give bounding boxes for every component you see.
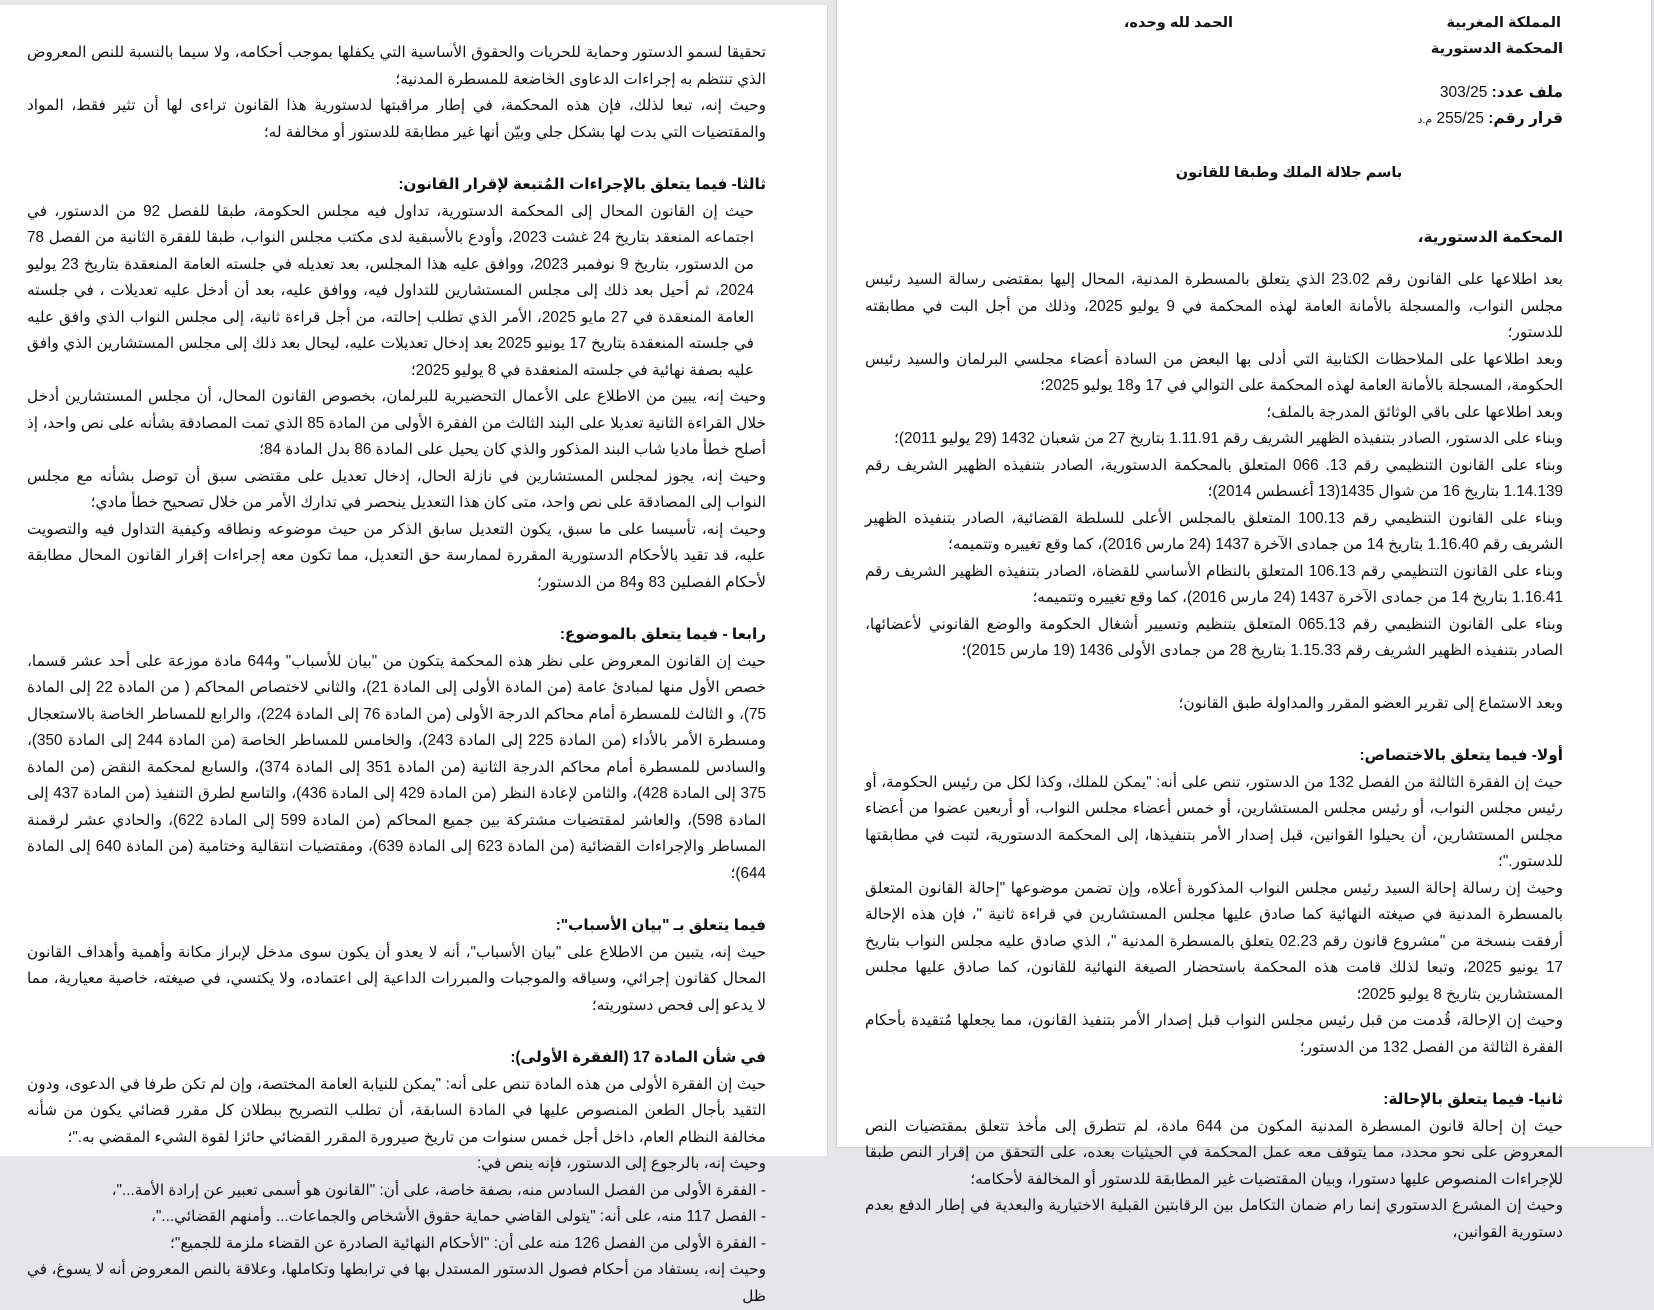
- paragraph: وحيث إن الإحالة، قُدمت من قبل رئيس مجلس النواب قبل إصدار الأمر بتنفيذ القانون، مما يجعلها مُتقيدة بأحكام الفقرة الثالثة من الفصل 132 من الدستور؛: [865, 1012, 1563, 1056]
- decision-number-label: قرار رقم:: [1488, 110, 1563, 127]
- file-number: [1440, 80, 1563, 107]
- paragraph: وحيث إنه، يجوز لمجلس المستشارين في نازلة الحال، إدخال تعديل على مقتضى سبق أن توصل بشأنه مع مجلس النواب إلى المصادقة على نص واحد، متى كان هذا التعديل ينحصر في تدارك الأمر من خلال تصحيح خطأ مادي؛: [27, 467, 766, 511]
- paragraph: تحقيقا لسمو الدستور وحماية للحريات والحقوق الأساسية التي يكفلها بموجب أحكامه، ولا سيما بالنسبة للنص المعروض الذي تنتظم به إجراءات الدعاوى الخاضعة للمسطرة المدنية؛: [27, 44, 766, 88]
- decision-number-suffix: م.د: [1417, 114, 1433, 126]
- paragraph: حيث إن القانون المعروض على نظر هذه المحكمة يتكون من "بيان للأسباب" و644 مادة موزعة على أحد عشر قسما، خصص الأول منها لمبادئ عامة (من المادة الأولى إلى المادة 21)، والثاني لاختصاص المحاكم ( من المادة 22 إلى المادة 75)، و الثالث للمسطرة أمام محاكم الدرجة الأولى (من المادة 76 إلى المادة 224)، والرابع للمساطر الخاصة بالاستعجال ومسطرة الأمر بالأداء (من المادة 225 إلى المادة 243)، والخامس للمساطر الخاصة (من المادة 244 إلى المادة 350)، والسادس للمسطرة أمام محاكم الدرجة الثانية (من المادة 351 إلى المادة 374)، والسابع لمحكمة النقض (من المادة 375 إلى المادة 428)، والثامن لإعادة النظر (من المادة 429 إلى المادة 436)، والتاسع لطرق التنفيذ (من المادة 437 إلى المادة 598)، والعاشر لمقتضيات مشتركة بين جميع المحاكم (من المادة 599 إلى المادة 622)، والحادي عشر لرقمنة المساطر والإجراءات القضائية (من المادة 623 إلى المادة 639)، ومقتضيات انتقالية وختامية (من المادة 640 إلى المادة 644)؛: [27, 652, 767, 882]
- decision-number-value: 255/25: [1436, 110, 1484, 127]
- paragraph: وبعد اطلاعها على الملاحظات الكتابية التي أدلى بها البعض من السادة أعضاء مجلسي البرلمان والسيد رئيس الحكومة، المسجلة بالأمانة العامة لهذه المحكمة على التوالي في 17 و18 يوليو 2025؛: [865, 350, 1563, 394]
- paragraph: وحيث إنه، تبعا لذلك، فإن هذه المحكمة، في إطار مراقبتها لدستورية هذا القانون تراءى لها أن تثير فقط، المواد والمقتضيات التي بدت لها بشكل جلي وبيّن أنها غير مطابقة للدستور أو مخالفة له؛: [27, 97, 766, 141]
- bullet-item: - الفصل 117 منه، على أنه: "يتولى القاضي حماية حقوق الأشخاص والجماعات... وأمنهم القضائي..."،: [151, 1208, 766, 1225]
- paragraph: حيث إن الفقرة الثالثة من الفصل 132 من الدستور، تنص على أنه: "يمكن للملك، وكذا لكل من رئيس الحكومة، أو رئيس مجلس النواب، أو رئيس مجلس المستشارين، أو خمس أعضاء مجلس النواب، أو أربعين عضوا من أعضاء مجلس المستشارين، أن يحيلوا القوانين، قبل إصدار الأمر بتنفيذها، إلى المحكمة الدستورية، لتبت في مطابقتها للدستور."؛: [865, 773, 1563, 870]
- paragraph: حيث إن القانون المحال إلى المحكمة الدستورية، تداول فيه مجلس الحكومة، طبقا للفصل 92 من الدستور، في اجتماعه المنعقد بتاريخ 24 غشت 2023، وأودع بالأسبقية لدى مكتب مجلس النواب، طبقا للفقرة الثانية من الفصل 78 من الدستور، بتاريخ 9 نوفمبر 2023، ووافق عليه هذا المجلس، بعد تعديله في جلسته العامة المنعقدة بتاريخ 23 يوليو 2024، ثم أحيل بعد ذلك إلى مجلس المستشارين للتداول فيه، ووافق عليه، بعد أن أدخل عليه تعديلات ، في جلسته العامة المنعقدة في 27 مايو 2025، الأمر الذي تطلب إحالته، من أجل قراءة ثانية، إلى مجلس النواب الذي وافق عليه في جلسته المنعقدة بتاريخ 17 يونيو 2025 بعد إدخال تعديلات عليه، ليحال بعد ذلك إلى مجلس المستشارين الذي وافق عليه بصفة نهائية في جلسته المنعقدة في 8 يوليو 2025؛: [27, 202, 755, 379]
- paragraph: حيث إنه، يتبين من الاطلاع على "بيان الأسباب"، أنه لا يعدو أن يكون سوى مدخل لإبراز مكانة وأهمية وأهداف القانون المحال كقانون إجرائي، وسياقه والموجبات والمبررات الداعية إلى اعتماده، ولا يكتسي، في صيغته، خاصية معيارية، مما لا يدعو إلى فحص دستوريته؛: [27, 943, 766, 1014]
- court-title: المحكمة الدستورية،: [1417, 228, 1563, 246]
- paragraph: بعد اطلاعها على القانون رقم 23.02 الذي يتعلق بالمسطرة المدنية، المحال إليها بمقتضى رسالة السيد رئيس مجلس النواب، والمسجلة بالأمانة العامة لهذه المحكمة في 9 يوليو 2025، وذلك من أجل البت في مطابقته للدستور؛: [865, 271, 1563, 341]
- section-heading-article-17: في شأن المادة 17 (الفقرة الأولى):: [510, 1049, 766, 1066]
- document-page-right: [836, 0, 1652, 1241]
- paragraph: وحيث إنه، يبين من الاطلاع على الأعمال التحضيرية للبرلمان، بخصوص القانون المحال، أن مجلس المستشارين أدخل خلال القراءة الثانية تعديلا على البند الثالث من الفقرة الأولى من المادة 85 الذي تمت المصادقة بشأنه على نص واحد، إذ أصلح خطأ ماديا شاب البند المذكور والذي كان يحيل على المادة 86 بدل المادة 84؛: [27, 388, 767, 458]
- paragraph: وحيث إن رسالة إحالة السيد رئيس مجلس النواب المذكورة أعلاه، وإن تضمن موضوعها "إحالة القانون المتعلق بالمسطرة المدنية في صيغته النهائية كما صادق عليها مجلس المستشارين في قراءة ثانية "، فإن هذه الإحالة أرفقت بنسخة من "مشروع قانون رقم 02.23 يتعلق بالمسطرة المدنية "، الذي صادق عليه مجلس النواب بتاريخ 17 يونيو 2025، وتبعا لذلك قامت هذه المحكمة باستحضار الصيغة النهائية للقانون، كما صادق عليها مجلس المستشارين بتاريخ 8 يوليو 2025؛: [865, 879, 1564, 1003]
- paragraph: وبناء على القانون التنظيمي رقم 13. 066 المتعلق بالمحكمة الدستورية، الصادر بتنفيذه الظهير الشريف رقم 1.14.139 بتاريخ 16 من شوال 1435(13 أغسطس 2014)؛: [865, 456, 1563, 500]
- section-heading-jurisdiction: أولا- فيما يتعلق بالاختصاص:: [1359, 747, 1563, 764]
- section-heading-statement-of-reasons: فيما يتعلق بـ "بيان الأسباب":: [555, 917, 766, 934]
- section-heading-substance: رابعا - فيما يتعلق بالموضوع:: [559, 626, 766, 643]
- paragraph: وبعد اطلاعها على باقي الوثائق المدرجة بالملف؛: [1266, 403, 1563, 421]
- document-page-left: [0, 5, 828, 1305]
- court-label: المحكمة الدستورية: [1430, 41, 1563, 57]
- paragraph: وحيث إن المشرع الدستوري إنما رام ضمان التكامل بين الرقابتين القبلية الاختيارية والبعدية في إطار الدفع بعدم دستورية القوانين،: [865, 1197, 1563, 1241]
- bullet-item: - الفقرة الأولى من الفصل 126 منه على أن: "الأحكام النهائية الصادرة عن القضاء ملزمة للجميع"؛: [170, 1234, 766, 1252]
- paragraph: وحيث إنه، بالرجوع إلى الدستور، فإنه ينص في:: [477, 1155, 766, 1172]
- paragraph: حيث إن إحالة قانون المسطرة المدنية المكون من 644 مادة، لم تتطرق إلى مأخذ تتعلق بمقتضيات النص المعروض على نحو محدد، مما يتوقف معه عمل المحكمة في الحيثيات بعده، على التحقق من إقرار النص طبقا للإجراءات المنصوص عليها دستورا، وبيان المقتضيات غير المطابقة للدستور أو المخالفة لأحكامه؛: [865, 1117, 1563, 1188]
- paragraph-hearing: وبعد الاستماع إلى تقرير العضو المقرر والمداولة طبق القانون؛: [1178, 694, 1563, 712]
- praise-label: الحمد لله وحده،: [1123, 15, 1233, 31]
- paragraph: حيث إن الفقرة الأولى من هذه المادة تنص على أنه: "يمكن للنيابة العامة المختصة، وإن لم تكن طرفا في الدعوى، ودون التقيد بأجال الطعن المنصوص عليها في المادة السابقة، أن تطلب التصريح ببطلان كل مقرر قضائي يكون من شأنه مخالفة النظام العام، داخل أجل خمس سنوات من تاريخ صيرورة المقرر القضائي حائزا لقوة الشيء المقضي به."؛: [27, 1075, 766, 1146]
- decision-number: [1417, 106, 1563, 134]
- paragraph: وبناء على القانون التنظيمي رقم 100.13 المتعلق بالمجلس الأعلى للسلطة القضائية، الصادر بتنفيذه الظهير الشريف رقم 1.16.40 بتاريخ 14 من جمادى الآخرة 1437 (24 مارس 2016)، كما وقع تغييره وتتميمه؛: [865, 509, 1564, 553]
- paragraph: وحيث إنه، تأسيسا على ما سبق، يكون التعديل سابق الذكر من حيث موضوعه ونطاقه وكيفية التداول فيه والتصويت عليه، قد تقيد بالأحكام الدستورية المقررة لممارسة حق التعديل، مما تكون معه إجراءات إقرار القانون المحال مطابقة لأحكام الفصلين 83 و84 من الدستور؛: [27, 520, 766, 591]
- paragraph: وبناء على الدستور، الصادر بتنفيذه الظهير الشريف رقم 1.11.91 بتاريخ 27 من شعبان 1432 (29 يوليو 2011)؛: [893, 430, 1563, 447]
- section-heading-procedures: ثالثا- فيما يتعلق بالإجراءات المُتبعة لإقرار القانون:: [398, 176, 766, 193]
- kingdom-label: المملكة المغربية: [1446, 15, 1561, 31]
- bullet-item: - الفقرة الأولى من الفصل السادس منه، بصفة خاصة، على أن: "القانون هو أسمى تعبير عن إرادة الأمة..."،: [111, 1181, 766, 1199]
- file-number-label: ملف عدد:: [1491, 84, 1563, 101]
- paragraph: وبناء على القانون التنظيمي رقم 106.13 المتعلق بالنظام الأساسي للقضاة، الصادر بتنفيذه الظهير الشريف رقم 1.16.41 بتاريخ 14 من جمادى الآخرة 1437 (24 مارس 2016)، كما وقع تغييره وتتميمه؛: [865, 562, 1564, 606]
- file-number-value: 303/25: [1439, 84, 1488, 101]
- document-header: [865, 10, 1563, 160]
- invocation: باسم جلالة الملك وطبقا للقانون: [1175, 165, 1403, 181]
- paragraph: وحيث إنه، يستفاد من أحكام فصول الدستور المستدل بها في ترابطها وتكاملها، وعلاقة بالنص المعروض أنه لا يسوغ، في ظل: [27, 1261, 766, 1305]
- section-heading-referral: ثانيا- فيما يتعلق بالإحالة:: [1383, 1091, 1563, 1108]
- paragraph: وبناء على القانون التنظيمي رقم 065.13 المتعلق بتنظيم وتسيير أشغال الحكومة والوضع القانوني لأعضائها، الصادر بتنفيذه الظهير الشريف رقم 1.15.33 بتاريخ 28 من جمادى الأولى 1436 (19 مارس 2015)؛: [865, 615, 1563, 659]
